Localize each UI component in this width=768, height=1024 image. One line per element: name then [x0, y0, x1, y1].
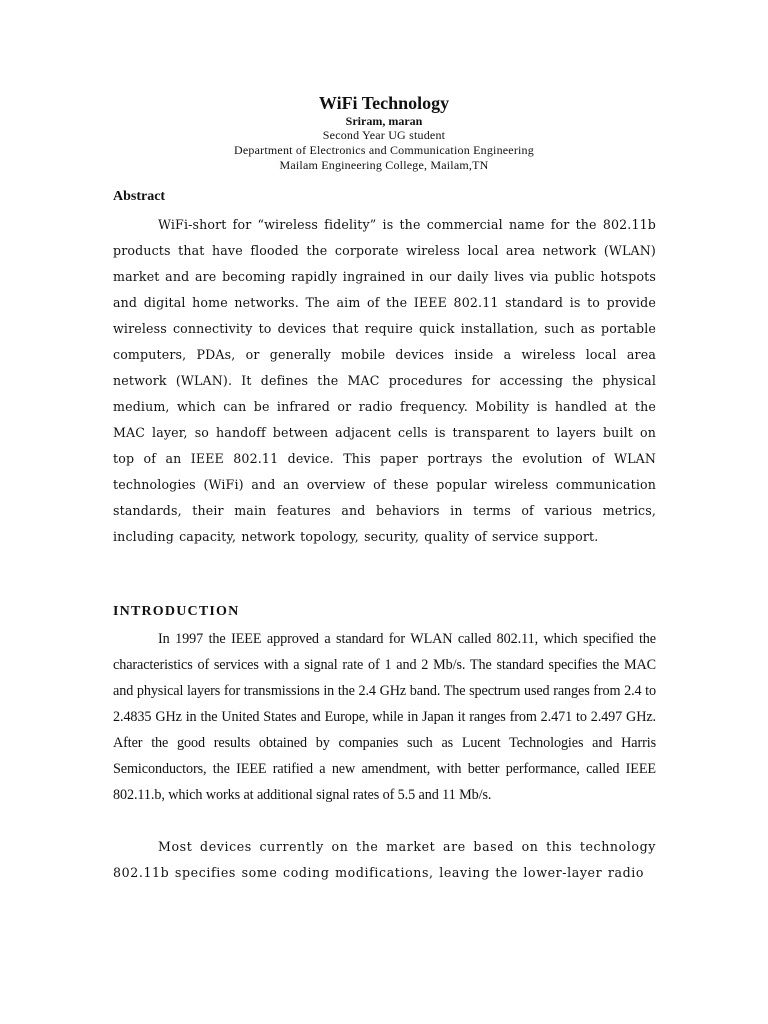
- paper-header: [0, 92, 768, 173]
- affiliation-line-1: Second Year UG student: [322, 128, 446, 142]
- paper-authors: Sriram, maran: [345, 114, 423, 128]
- affiliation-line-2: Department of Electronics and Communication Engineering: [234, 143, 534, 157]
- introduction-paragraph-2: Most devices currently on the market are based on this technology 802.11b specifies some coding modifications, leaving the lower-layer radio: [113, 839, 656, 880]
- abstract-paragraph: WiFi-short for “wireless fidelity” is the commercial name for the 802.11b products that have flooded the corporate wireless local area network (WLAN) market and are becoming rapidly ingrained in our daily lives via public hotspots and digital home networks. The aim of the IEEE 802.11 standard is to provide wireless connectivity to devices that require quick installation, such as portable computers, PDAs, or generally mobile devices inside a wireless local area network (WLAN). It defines the MAC procedures for accessing the physical medium, which can be infrared or radio frequency. Mobility is handled at the MAC layer, so handoff between adjacent cells is transparent to layers built on top of an IEEE 802.11 device. This paper portrays the evolution of WLAN technologies (WiFi) and an overview of these popular wireless communication standards, their main features and behaviors in terms of various metrics, including capacity, network topology, security, quality of service support.: [113, 217, 656, 544]
- affiliation-line-3: Mailam Engineering College, Mailam,TN: [279, 158, 489, 172]
- paper-title: WiFi Technology: [318, 93, 450, 113]
- abstract-heading: Abstract: [113, 189, 166, 204]
- introduction-heading: INTRODUCTION: [113, 604, 240, 619]
- introduction-paragraph-1: In 1997 the IEEE approved a standard for WLAN called 802.11, which specified the characteristics of services with a signal rate of 1 and 2 Mb/s. The standard specifies the MAC and physical layers for transmissions in the 2.4 GHz band. The spectrum used ranges from 2.4 to 2.4835 GHz in the United States and Europe, while in Japan it ranges from 2.471 to 2.497 GHz. After the good results obtained by companies such as Lucent Technologies and Harris Semiconductors, the IEEE ratified a new amendment, with better performance, called IEEE 802.11.b, which works at additional signal rates of 5.5 and 11 Mb/s.: [113, 631, 656, 803]
